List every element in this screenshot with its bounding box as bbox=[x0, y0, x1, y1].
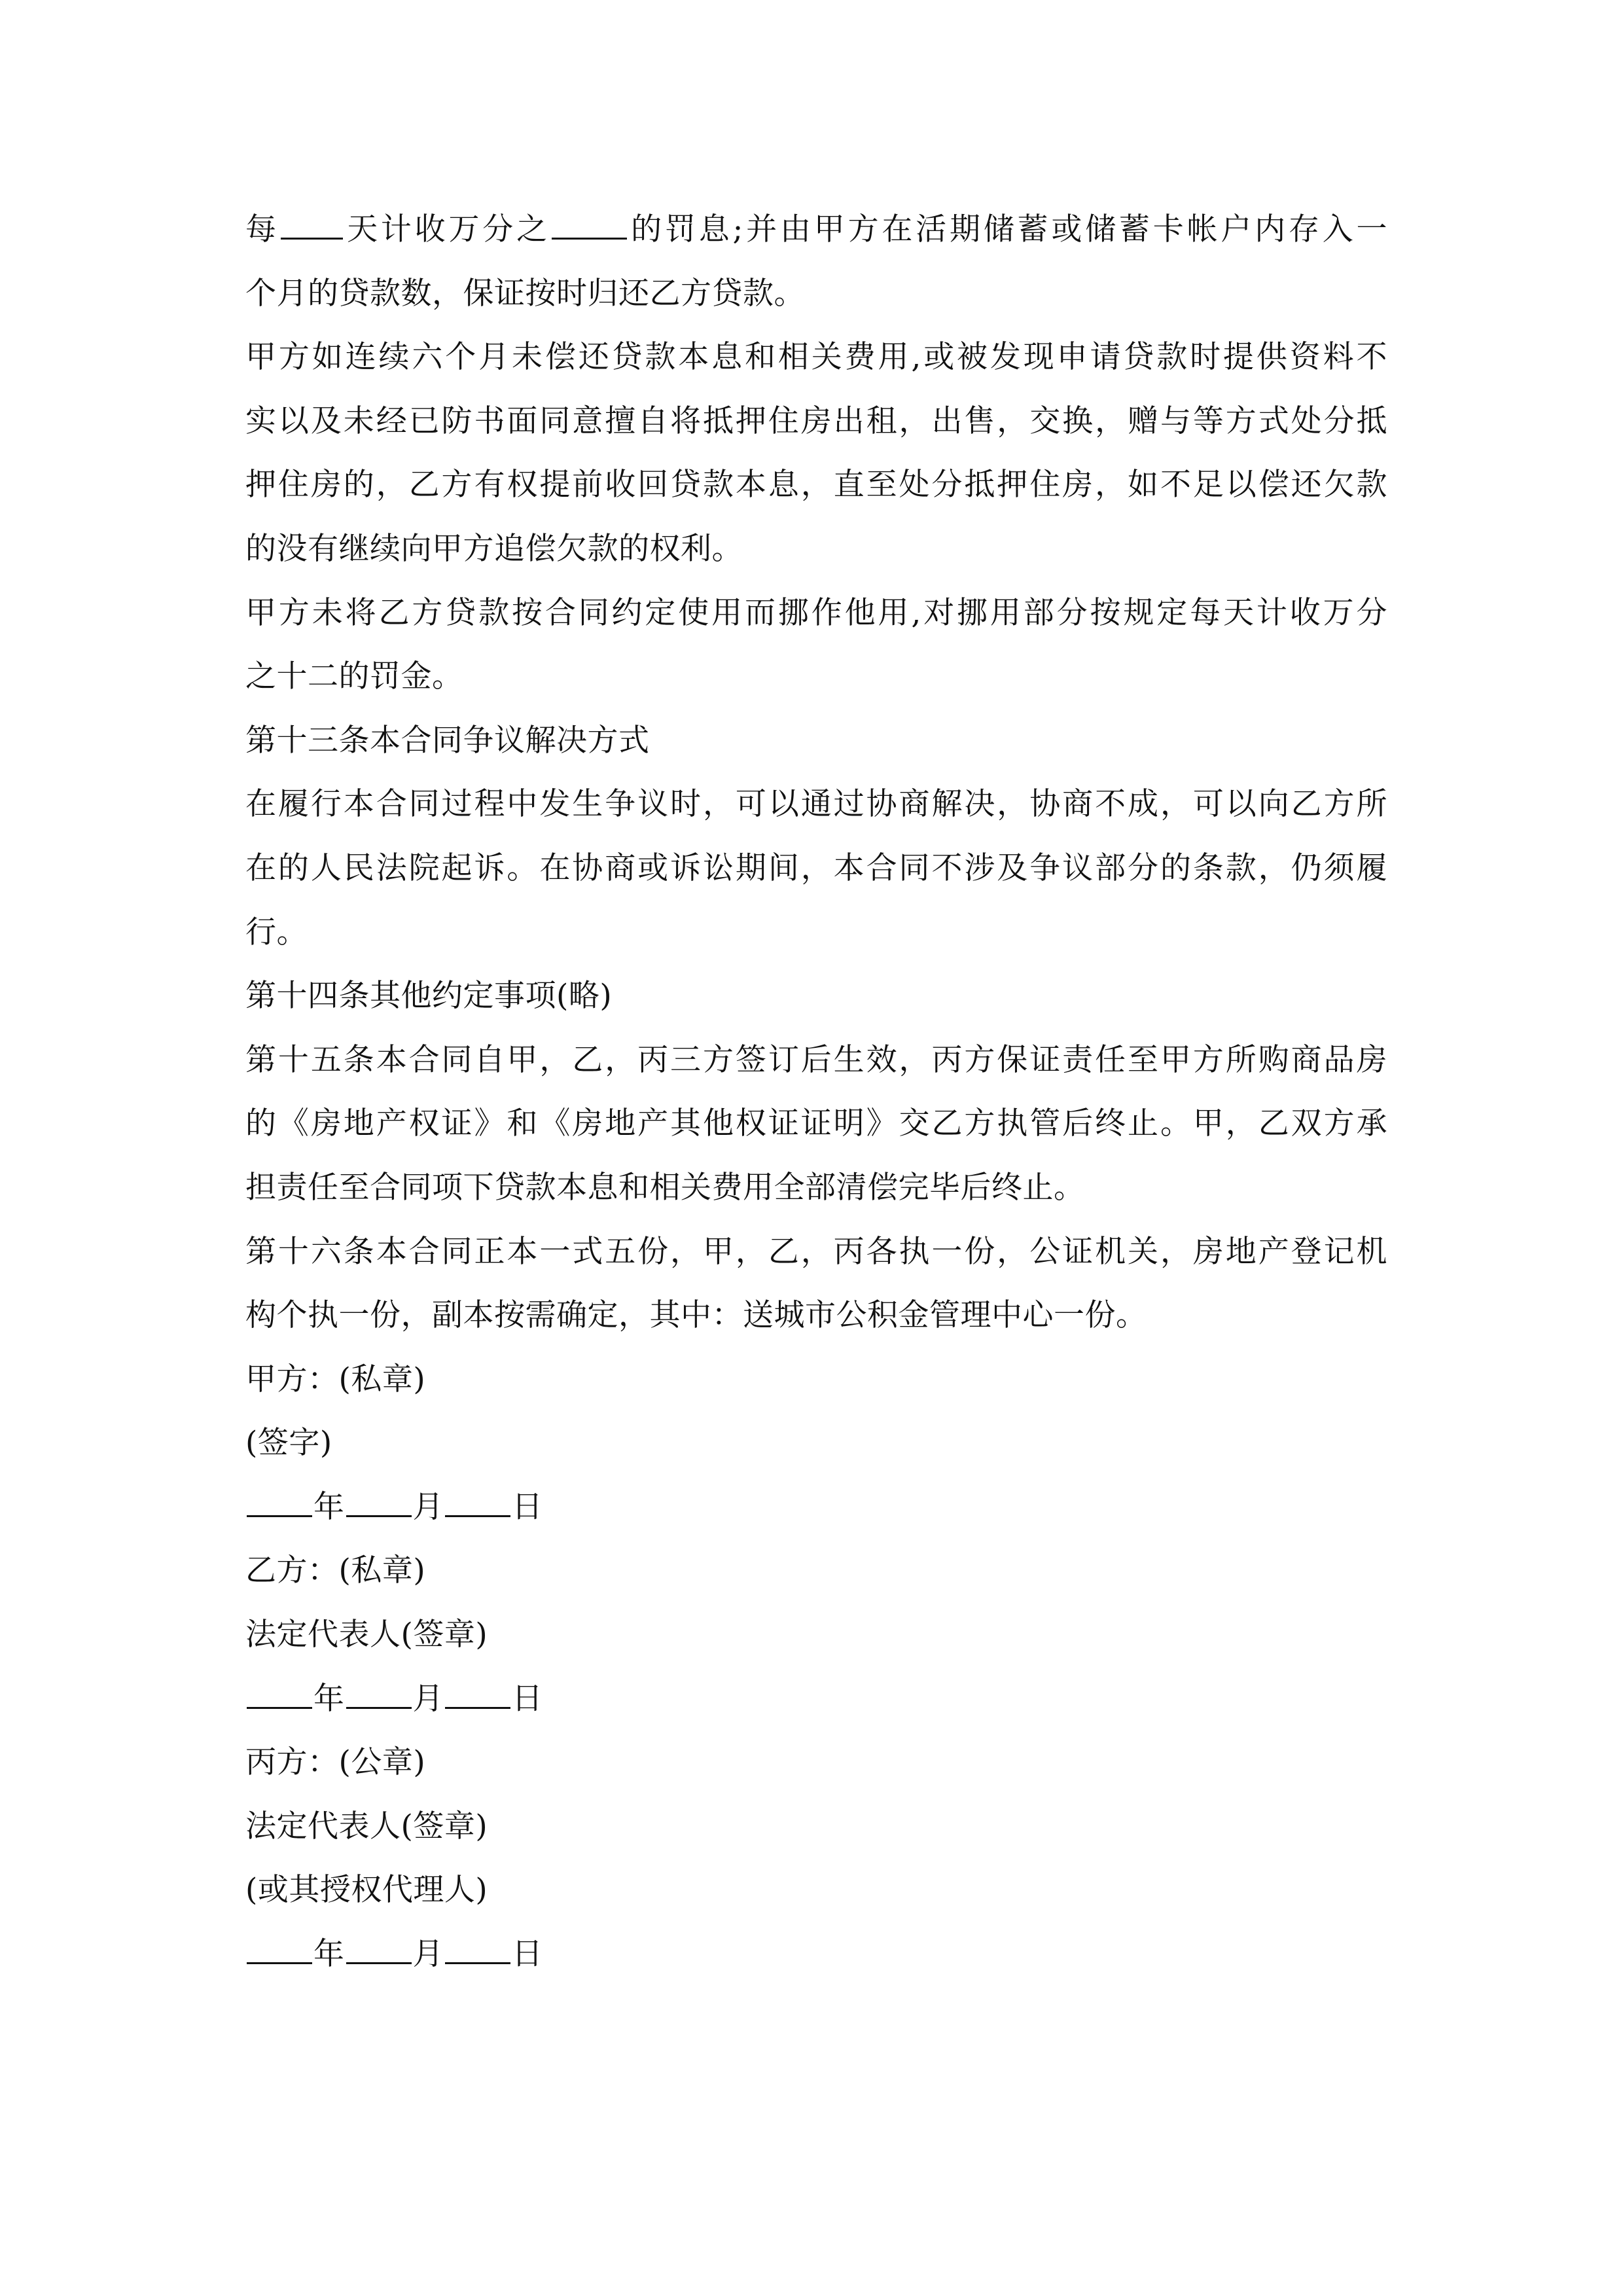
fill-blank bbox=[552, 215, 627, 240]
fill-blank bbox=[281, 215, 343, 240]
paragraph-line: 的《房地产权证》和《房地产其他权证证明》交乙方执管后终止。甲，乙双方承 bbox=[245, 1105, 1387, 1142]
fill-blank bbox=[445, 1493, 510, 1517]
month-label: 月 bbox=[412, 1936, 444, 1973]
fill-blank bbox=[346, 1940, 412, 1964]
party-c-agent: (或其授权代理人) bbox=[245, 1872, 488, 1909]
paragraph-line: 个月的贷款数，保证按时归还乙方贷款。 bbox=[245, 275, 805, 312]
party-a-label: 甲方：(私章) bbox=[245, 1361, 426, 1397]
text-segment: 天计收万分之 bbox=[344, 211, 550, 247]
paragraph-line: 第十六条本合同正本一式五份，甲，乙，丙各执一份，公证机关，房地产登记机 bbox=[245, 1233, 1387, 1270]
paragraph-line: 行。 bbox=[245, 914, 308, 950]
paragraph-line: 甲方如连续六个月未偿还贷款本息和相关费用,或被发现申请贷款时提供资料不 bbox=[245, 339, 1387, 376]
article-title: 第十三条本合同争议解决方式 bbox=[245, 722, 650, 759]
text-segment: 每 bbox=[245, 211, 279, 247]
text-segment: 的罚息;并由甲方在活期储蓄或储蓄卡帐户内存入一 bbox=[628, 211, 1388, 247]
fill-blank bbox=[445, 1685, 510, 1709]
month-label: 月 bbox=[412, 1680, 444, 1717]
fill-blank bbox=[346, 1685, 412, 1709]
year-label: 年 bbox=[313, 1680, 345, 1717]
day-label: 日 bbox=[512, 1936, 543, 1973]
paragraph-line: 甲方未将乙方贷款按合同约定使用而挪作他用,对挪用部分按规定每天计收万分 bbox=[245, 594, 1387, 631]
paragraph-line: 的没有继续向甲方追偿欠款的权利。 bbox=[245, 530, 743, 567]
paragraph-line: 构个执一份，副本按需确定，其中：送城市公积金管理中心一份。 bbox=[245, 1297, 1147, 1334]
fill-blank bbox=[247, 1685, 312, 1709]
party-b-label: 乙方：(私章) bbox=[245, 1552, 426, 1589]
party-a-signature: (签字) bbox=[245, 1425, 332, 1462]
paragraph-line: 实以及未经已防书面同意擅自将抵押住房出租，出售，交换，赠与等方式处分抵 bbox=[245, 403, 1387, 439]
paragraph-line: 在履行本合同过程中发生争议时，可以通过协商解决，协商不成，可以向乙方所 bbox=[245, 786, 1387, 823]
fill-blank bbox=[445, 1940, 510, 1964]
paragraph-line: 担责任至合同项下贷款本息和相关费用全部清偿完毕后终止。 bbox=[245, 1169, 1085, 1206]
fill-blank bbox=[346, 1493, 412, 1517]
day-label: 日 bbox=[512, 1488, 543, 1525]
paragraph-line: 第十五条本合同自甲，乙，丙三方签订后生效，丙方保证责任至甲方所购商品房 bbox=[245, 1041, 1387, 1078]
party-c-representative: 法定代表人(签章) bbox=[245, 1808, 488, 1844]
date-line bbox=[245, 1475, 1387, 1539]
month-label: 月 bbox=[412, 1488, 444, 1525]
document-body bbox=[245, 198, 1387, 1986]
fill-blank bbox=[247, 1940, 312, 1964]
year-label: 年 bbox=[313, 1936, 345, 1973]
year-label: 年 bbox=[313, 1488, 345, 1525]
date-line bbox=[245, 1922, 1387, 1986]
paragraph-line: 之十二的罚金。 bbox=[245, 658, 463, 695]
paragraph-line: 在的人民法院起诉。在协商或诉讼期间，本合同不涉及争议部分的条款，仍须履 bbox=[245, 850, 1387, 886]
party-b-representative: 法定代表人(签章) bbox=[245, 1617, 488, 1653]
party-c-label: 丙方：(公章) bbox=[245, 1744, 426, 1781]
fill-blank bbox=[247, 1493, 312, 1517]
paragraph-line: 押住房的，乙方有权提前收回贷款本息，直至处分抵押住房，如不足以偿还欠款 bbox=[245, 467, 1387, 503]
day-label: 日 bbox=[512, 1680, 543, 1717]
date-line bbox=[245, 1667, 1387, 1731]
article-title: 第十四条其他约定事项(略) bbox=[245, 978, 613, 1014]
paragraph-line bbox=[245, 198, 1387, 262]
